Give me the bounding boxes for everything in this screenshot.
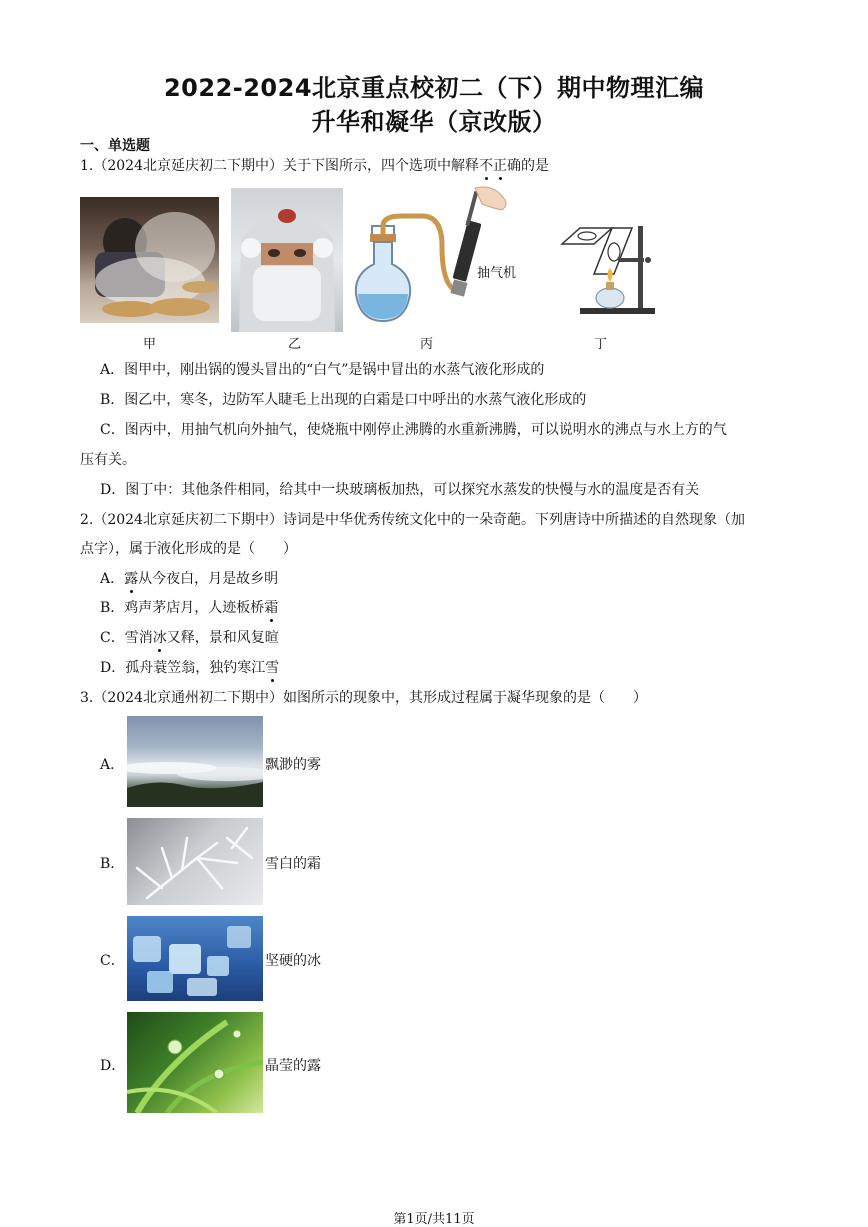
figure-label-jia: 甲	[143, 337, 157, 352]
q2-stem-line2: 点字），属于液化形成的是（ ）	[80, 541, 297, 557]
figure-jia-photo	[80, 197, 219, 323]
q3-option-d-dew-photo	[127, 1012, 263, 1113]
figure-label-ding: 丁	[594, 337, 608, 352]
q1-option-a: A．图甲中，刚出锅的馒头冒出的“白气”是锅中冒出的水蒸气液化形成的	[100, 362, 545, 378]
q1-stem: 1.（2024北京延庆初二下期中）关于下图所示，四个选项中解释不正确的是	[80, 158, 549, 174]
q3-option-b-caption: 雪白的霜	[265, 856, 321, 872]
q1-option-c-line1: C．图丙中，用抽气机向外抽气，使烧瓶中刚停止沸腾的水重新沸腾，可以说明水的沸点与水上方的气	[100, 422, 727, 438]
q2-option-a: A．露从今夜白，月是故乡明	[100, 571, 279, 587]
q3-option-b-frost-photo	[127, 818, 263, 905]
pump-label: 抽气机	[477, 266, 517, 281]
page-subtitle: 升华和凝华（京改版）	[311, 108, 557, 136]
figure-label-bing: 丙	[420, 337, 434, 352]
figure-bing-diagram	[352, 186, 522, 331]
q1-option-b: B．图乙中，寒冬，边防军人睫毛上出现的白霜是口中呼出的水蒸气液化形成的	[100, 392, 587, 408]
q3-option-c-caption: 坚硬的冰	[265, 953, 321, 969]
page-title: 2022-2024北京重点校初二（下）期中物理汇编	[163, 74, 705, 102]
q3-option-a-caption: 飘渺的雾	[265, 757, 321, 773]
q3-option-d-caption: 晶莹的露	[265, 1058, 321, 1074]
q2-option-c: C．雪消冰又释，景和风复暄	[100, 630, 279, 646]
q3-option-a-fog-photo	[127, 716, 263, 807]
q1-option-c-line2: 压有关。	[80, 452, 136, 468]
q3-option-d-letter: D．	[100, 1058, 126, 1074]
figure-ding-diagram	[550, 222, 660, 317]
section-heading: 一、单选题	[80, 138, 150, 154]
q2-stem-line1: 2.（2024北京延庆初二下期中）诗词是中华优秀传统文化中的一朵奇葩。下列唐诗中所描述的自然现象（加	[80, 512, 745, 528]
figure-yi-photo	[231, 188, 343, 332]
q2-option-d: D．孤舟蓑笠翁，独钓寒江雪	[100, 660, 280, 676]
q3-option-b-letter: B．	[100, 856, 125, 872]
q2-option-b: B．鸡声茅店月，人迹板桥霜	[100, 600, 279, 616]
q3-option-c-ice-photo	[127, 916, 263, 1001]
q3-stem: 3.（2024北京通州初二下期中）如图所示的现象中，其形成过程属于凝华现象的是（ ）	[80, 690, 647, 706]
figure-label-yi: 乙	[288, 337, 302, 352]
q1-option-d: D．图丁中：其他条件相同，给其中一块玻璃板加热，可以探究水蒸发的快慢与水的温度是否有关	[100, 482, 700, 498]
q3-option-a-letter: A．	[100, 757, 125, 773]
q3-option-c-letter: C．	[100, 953, 125, 969]
page-footer: 第1页/共11页	[393, 1212, 475, 1227]
